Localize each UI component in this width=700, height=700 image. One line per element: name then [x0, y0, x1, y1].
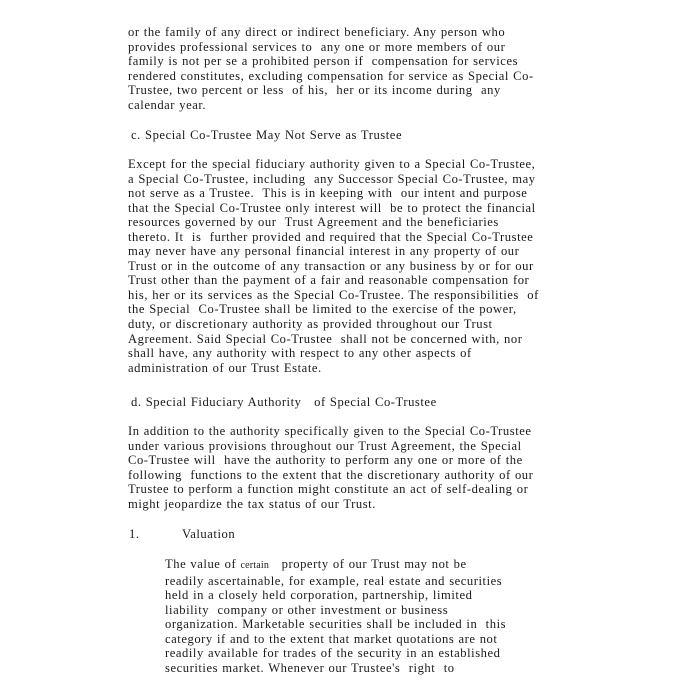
text-line: readily available for trades of the security in an established	[165, 646, 501, 661]
heading-text: c. Special Co-Trustee May Not Serve as Trustee	[131, 128, 403, 142]
text-segment: The value of	[165, 557, 241, 571]
item-title: Valuation	[182, 527, 236, 541]
section-heading-d	[131, 395, 437, 410]
text-line: thereto. It is further provided and required that the Special Co-Trustee	[128, 229, 534, 244]
text-line: might jeopardize the tax status of our Trust.	[128, 496, 376, 511]
text-line: held in a closely held corporation, partnership, limited	[165, 588, 473, 603]
text-line: Except for the special fiduciary authority given to a Special Co-Trustee,	[128, 157, 536, 171]
text-line: the Special Co-Trustee shall be limited to the exercise of the power,	[128, 302, 517, 317]
text-line: Agreement. Said Special Co-Trustee shall not be concerned with, nor	[128, 331, 523, 346]
item-number: 1.	[129, 527, 140, 541]
text-line: Trust other than the payment of a fair and reasonable compensation for	[128, 273, 530, 288]
heading-text: d. Special Fiduciary Authority of Special Co-Trustee	[131, 395, 437, 409]
text-line: Co-Trustee will have the authority to perform any one or more of the	[128, 453, 523, 468]
text-line: duty, or discretionary authority as provided throughout our Trust	[128, 317, 493, 332]
text-line: under various provisions throughout our Trust Agreement, the Special	[128, 438, 522, 453]
text-line: resources governed by our Trust Agreement and the beneficiaries	[128, 215, 499, 230]
text-line: a Special Co-Trustee, including any Successor Special Co-Trustee, may	[128, 171, 536, 186]
text-line: or the family of any direct or indirect beneficiary. Any person who	[128, 25, 506, 39]
paragraph-beneficiary-services	[128, 25, 534, 112]
text-line: rendered constitutes, excluding compensation for service as Special Co-	[128, 68, 534, 83]
text-line: provides professional services to any one or more members of our	[128, 39, 506, 54]
text-line: that the Special Co-Trustee only interest will be to protect the financial	[128, 200, 536, 215]
text-line: his, her or its services as the Special Co-Trustee. The responsibilities of	[128, 287, 539, 302]
text-segment: property of our Trust may not be	[269, 557, 467, 571]
text-line	[165, 557, 506, 574]
paragraph-may-not-serve	[128, 157, 539, 375]
text-line: calendar year.	[128, 97, 207, 112]
text-line: may never have any personal financial interest in any property of our	[128, 244, 520, 259]
list-item-title	[182, 527, 235, 542]
text-line: not serve as a Trustee. This is in keeping with our intent and purpose	[128, 186, 528, 201]
text-line: family is not per se a prohibited person if compensation for services	[128, 54, 519, 69]
text-line: Trust or in the outcome of any transaction or any business by or for our	[128, 258, 534, 273]
list-item-number	[129, 527, 140, 542]
text-line: Trustee, two percent or less of his, her or its income during any	[128, 83, 501, 98]
text-line: Trustee to perform a function might constitute an act of self-dealing or	[128, 482, 529, 497]
paragraph-valuation	[165, 557, 506, 675]
text-line: organization. Marketable securities shall be included in this	[165, 617, 507, 632]
paragraph-fiduciary-authority	[128, 424, 533, 511]
text-segment-small: certain	[240, 560, 270, 571]
text-line: administration of our Trust Estate.	[128, 360, 322, 375]
text-line: readily ascertainable, for example, real estate and securities	[165, 573, 503, 588]
text-line: shall have, any authority with respect to any other aspects of	[128, 346, 472, 361]
text-line: following functions to the extent that the discretionary authority of our	[128, 467, 534, 482]
text-line: In addition to the authority specifically given to the Special Co-Trustee	[128, 424, 532, 438]
text-line: category if and to the extent that market quotations are not	[165, 631, 498, 646]
section-heading-c	[131, 128, 402, 143]
text-line: liability company or other investment or business	[165, 602, 449, 617]
text-line: securities market. Whenever our Trustee's right to	[165, 660, 455, 675]
